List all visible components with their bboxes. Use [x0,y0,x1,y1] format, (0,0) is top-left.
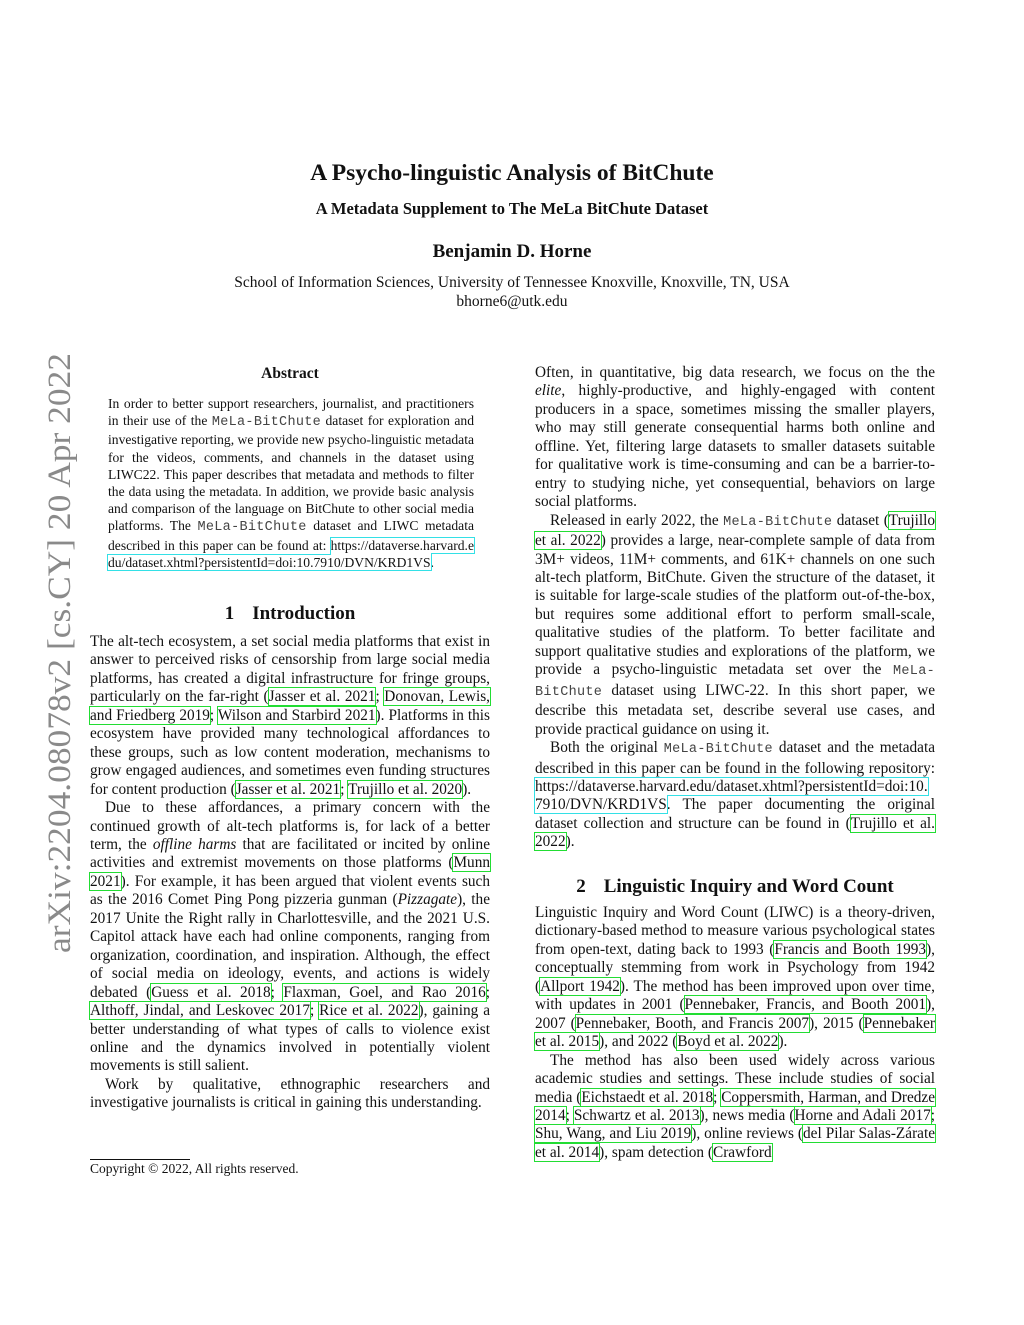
paragraph [535,904,935,1052]
text: ; [270,983,284,1001]
paper-title: A Psycho-linguistic Analysis of BitChute [310,160,714,186]
text: Both the original [550,739,664,757]
text: ; [375,688,385,706]
citation-link[interactable]: Rice et al. 2022 [319,1002,419,1020]
text: , highly-productive, and highly-engaged with content producers in a space, sometimes missing the smaller players, who may still generate consequential harms both online and offline. Yet, filtering large datasets to smaller datasets suitable for qualitative work is time-consuming and can be a barrier-to-entry to studying niche, yet consequential, behaviors on large social platforms. [535,382,935,511]
text: ), 2015 ( [809,1014,864,1032]
affiliation-block [0,273,1024,311]
citation-link[interactable]: Trujillo et al. 2022 [535,511,935,550]
text: ), the 2017 Unite the Right rally in Charlottesville, and the 2021 U.S. Capitol attack have each had online components, ranging from organization, coordination, and inspiration. Although, the effect of social media on ideology, events, and actions is widely debated ( [90,891,490,1001]
left-column [90,633,490,1113]
citation-link[interactable]: Boyd et al. 2022 [677,1033,779,1051]
section-number: 1 [224,603,235,624]
citation-link[interactable]: Schwartz et al. 2013 [573,1106,700,1124]
text: Linguistic Inquiry and Word Count (LIWC) is a theory-driven, dictionary-based method to measure various psychological states from open-text, dating back to 1993 ( [535,904,935,958]
text: dataset ( [832,511,889,529]
citation-link[interactable]: Munn 2021 [90,854,490,890]
citation-link[interactable]: Jasser et al. 2021 [235,780,341,798]
citation-link[interactable]: Trujillo et al. 2020 [348,780,463,798]
citation-link[interactable]: Jasser et al. 2021 [268,688,376,706]
text: The method has also been used widely across various academic studies and settings. These include studies of social media ( [535,1051,935,1106]
citation-link[interactable]: Coppersmith, Harman, and Dredze 2014 [535,1088,935,1124]
citation-link[interactable]: Guess et al. 2018 [151,983,271,1001]
text: ), gaining a better understanding of what types of calls to violence exist online and the dynamics involved in potentially violent movements is still salient. [90,1002,490,1075]
text: ; [309,1002,320,1020]
citation-link[interactable]: Allport 1942 [540,977,620,995]
text: ), news media ( [699,1106,795,1124]
abstract-text: dataset for exploration and investigative reporting, we provide new psycho-linguistic metadata for the videos, comments, and channels in the dataset using LIWC22. This paper describes that metadata and methods to filter the data using the metadata. In addition, we provide basic analysis and comparison of the language on BitChute to other social media platforms. The [108,413,474,534]
text: ; [930,1106,935,1124]
footnote-rule [90,1159,190,1160]
paragraph [535,1052,935,1163]
text: ), conceptually stemming from work in Psychology from 1942 ( [535,940,935,995]
abstract-text: In order to better support researchers, journalist, and practitioners in their use of the [108,396,474,429]
paragraph [535,739,935,852]
text: Often, in quantitative, big data research, we focus on the the [535,364,935,381]
dataset-link[interactable]: https://dataverse.harvard.edu/dataset.xhtml?persistentId=doi:10.7910/DVN/KRD1VS [108,537,474,570]
citation-link[interactable]: Pennebaker, Booth, and Francis 2007 [575,1014,810,1032]
citation-link[interactable]: del Pilar Salas-Zárate et al. 2014 [535,1125,935,1161]
author-name: Benjamin D. Horne [432,241,592,262]
emphasis: Pizzagate [397,891,458,909]
emphasis: elite [535,382,562,400]
right-column-section2 [535,904,935,1162]
citation-link[interactable]: Althoff, Jindal, and Leskovec 2017 [90,1002,310,1020]
citation-link[interactable]: Donovan, Lewis, and Friedberg 2019 [90,688,490,724]
dataset-name: MeLa-BitChute [723,514,833,530]
copyright-notice: Copyright © 2022, All rights reserved. [90,1161,299,1176]
citation-link[interactable]: Trujillo et al. 2022 [535,814,936,851]
paragraph [90,633,490,799]
citation-link[interactable]: Pennebaker et al. 2015 [535,1014,935,1051]
arxiv-identifier [30,350,82,955]
section-title: Introduction [252,603,356,624]
text: ) provides a large, near-complete sample of data from 3M+ videos, 11M+ comments, and 61K+ channels on one such alt-tech platform, BitChute. Given the structure of the dataset, it is suitable for large-scale studies of the platform out-of-the-box, but requires some additional effort to perform small-scale, qualitative studies of the platform. To better facilitate and support qualitative studies and explorations of the platform, we provide a psycho-linguistic metadata set over the [535,532,936,679]
citation-link[interactable]: Flaxman, Goel, and Rao 2016 [283,983,486,1001]
citation-link[interactable]: Eichstaedt et al. 2018 [581,1088,714,1106]
text: ), spam detection ( [599,1143,713,1161]
paragraph: Work by qualitative, ethnographic researchers and investigative journalists is critical in gaining this understanding. [90,1075,490,1112]
dataset-name: MeLa-BitChute [663,742,773,758]
abstract-text: dataset and LIWC metadata described in this paper can be found at: [108,518,474,553]
text: Released in early 2022, the [550,511,724,529]
paper-subtitle: A Metadata Supplement to The MeLa BitChute Dataset [315,199,709,218]
text: The alt-tech ecosystem, a set social media platforms that exist in answer to perceived risks of censorship from large social media platforms, has created a digital infrastructure for fringe groups, particularly on the far-right ( [90,633,490,706]
right-column [535,364,935,852]
abstract-text: . [430,554,434,570]
citation-link[interactable]: Pennebaker, Francis, and Booth 2001 [684,996,927,1014]
text: ; [485,983,490,1001]
section-number: 2 [576,876,586,897]
paragraph [90,799,490,1076]
text: dataset and the metadata described in this paper can be found in the following repository: [535,739,935,777]
text: ). [462,780,472,798]
emphasis: offline harms [152,835,237,853]
citation-link[interactable]: Wilson and Starbird 2021 [217,706,376,724]
abstract-body [108,395,474,571]
text: dataset using LIWC-22. In this short paper, we describe this metadata set, describe several use cases, and provide practical guidance on using it. [535,681,935,738]
arxiv-id-text: arXiv:2204.08078v2 [cs.CY] 20 Apr 2022 [42,402,78,953]
text: Due to these affordances, a primary concern with the continued growth of alt-tech platforms is, for lack of a better term, the [90,799,490,853]
citation-link[interactable]: Horne and Adali 2017 [794,1106,931,1124]
text: that are facilitated or incited by online activities and extremist movements on those platforms ( [90,835,490,872]
text: . The paper documenting the original dataset collection and structure can be found in ( [535,796,935,832]
section-heading-liwc [535,876,935,898]
dataset-name: MeLa-BitChute [211,415,322,431]
text: ), online reviews ( [691,1125,804,1143]
section-title: Linguistic Inquiry and Word Count [603,876,894,897]
dataset-name: MeLa-BitChute [197,520,307,536]
text: ). Platforms in this ecosystem have provided many technological affordances to these groups, such as low content moderation, mechanisms to grow engaged audiences, and sometimes even funding structures for content production ( [90,706,490,798]
repository-link[interactable]: https://dataverse.harvard.edu/dataset.xhtml?persistentId=doi:10.7910/DVN/KRD1VS [535,777,928,814]
citation-link[interactable]: Francis and Booth 1993 [774,940,927,958]
text: ), and 2022 ( [599,1033,678,1051]
paragraph [535,512,935,739]
citation-link[interactable]: Crawford [713,1143,772,1161]
dataset-name: MeLa-BitChute [535,664,935,700]
text: ; [340,780,349,798]
text: ). [778,1033,788,1051]
author-email: bhorne6@utk.edu [456,293,568,310]
abstract-heading: Abstract [261,365,319,382]
section-heading-introduction [90,603,490,625]
text: ), 2007 ( [535,996,935,1032]
affiliation: School of Information Sciences, University of Tennessee Knoxville, Knoxville, TN, USA [234,274,790,291]
text: ; [713,1088,722,1106]
paragraph [535,364,935,512]
text: ). The method has been improved upon over time, with updates in 2001 ( [535,977,935,1014]
text: ; [565,1106,574,1124]
text: ; [209,706,218,724]
citation-link[interactable]: Shu, Wang, and Liu 2019 [535,1125,692,1143]
text: ). [565,833,575,851]
text: ). For example, it has been argued that violent events such as the 2016 Comet Ping Pong pizzeria gunman ( [90,872,490,909]
